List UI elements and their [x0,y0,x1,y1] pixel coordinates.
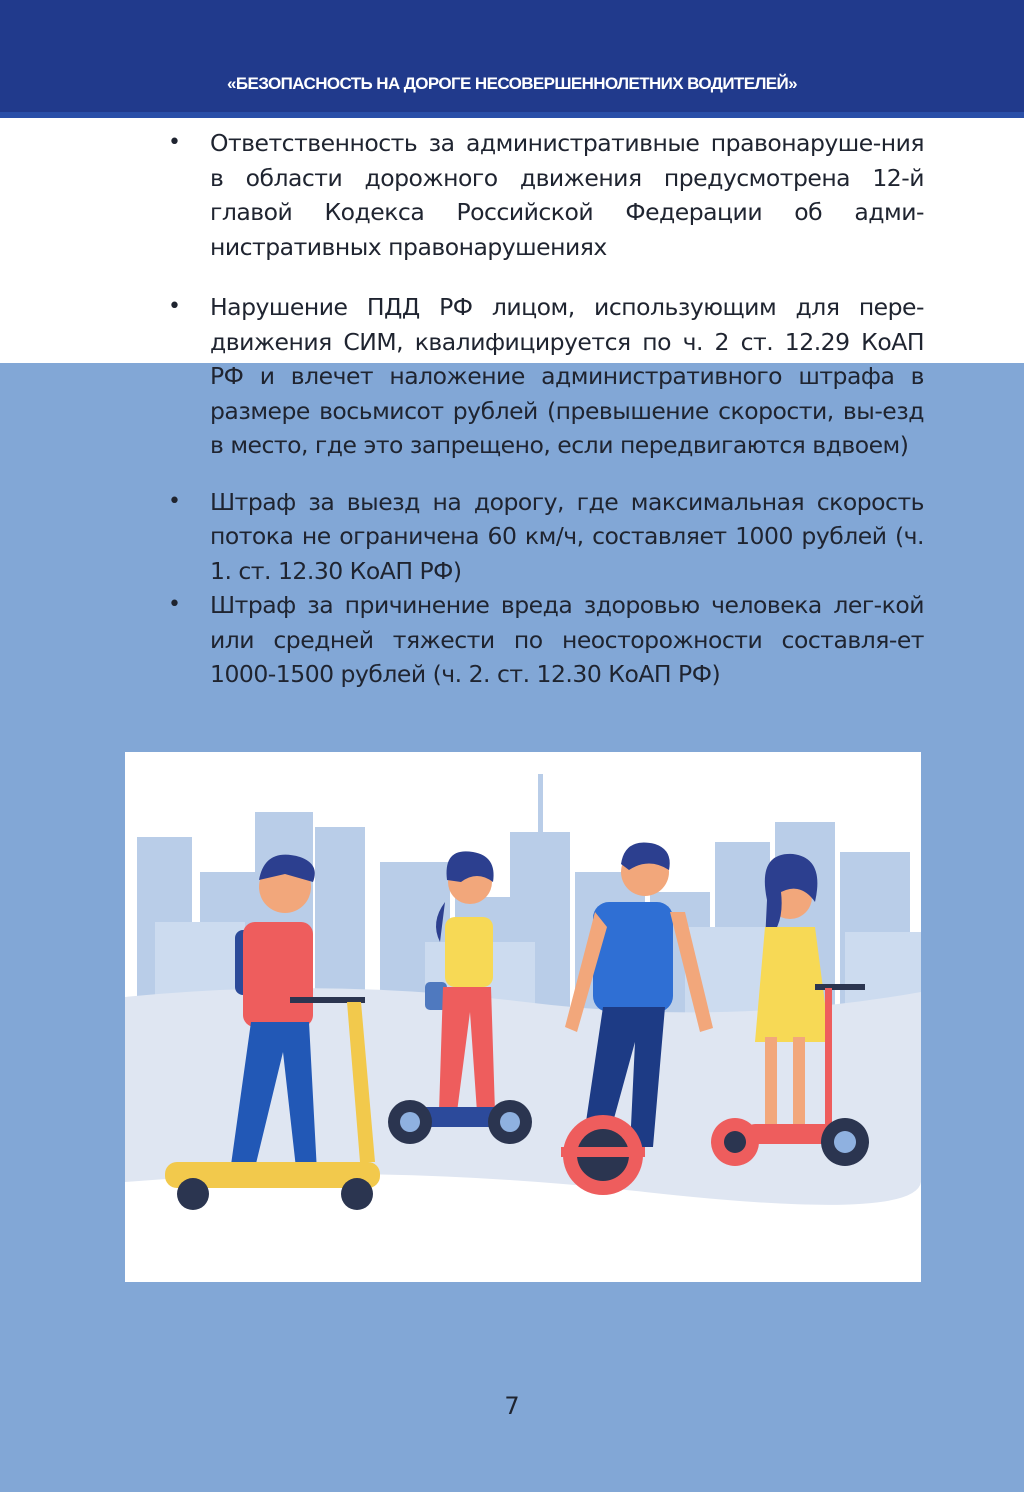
bullet-item: • Ответственность за административные правонаруше-ния в области дорожного движения предусмотрена 12-й главой Кодекса Российской Федерации об адми-нистративных правонарушениях [168,126,924,264]
header-stripe [0,112,1024,118]
bullet-item: • Штраф за выезд на дорогу, где максимальная скорость потока не ограничена 60 км/ч, составляет 1000 рублей (ч. 1. ст. 12.30 КоАП РФ) [168,485,924,589]
header-title: «БЕЗОПАСНОСТЬ НА ДОРОГЕ НЕСОВЕРШЕННОЛЕТНИХ ВОДИТЕЛЕЙ» [226,74,797,93]
bullet-list [168,126,924,692]
bullet-item: • Штраф за причинение вреда здоровью человека лег-кой или средней тяжести по неосторожности составля-ет 1000-1500 рублей (ч. 2. ст. 12.30 КоАП РФ) [168,588,924,692]
illustration-scooters [125,752,921,1282]
bullet-item: • Нарушение ПДД РФ лицом, использующим для пере-движения СИМ, квалифицируется по ч. 2 ст. 12.29 КоАП РФ и влечет наложение административного штрафа в размере восьмисот рублей (превышение скорости, вы-езд в место, где это запрещено, если передвигаются вдвоем) [168,290,924,463]
page-number: 7 [504,1392,520,1420]
illustration-svg [125,752,921,1282]
header-bar [0,0,1024,112]
